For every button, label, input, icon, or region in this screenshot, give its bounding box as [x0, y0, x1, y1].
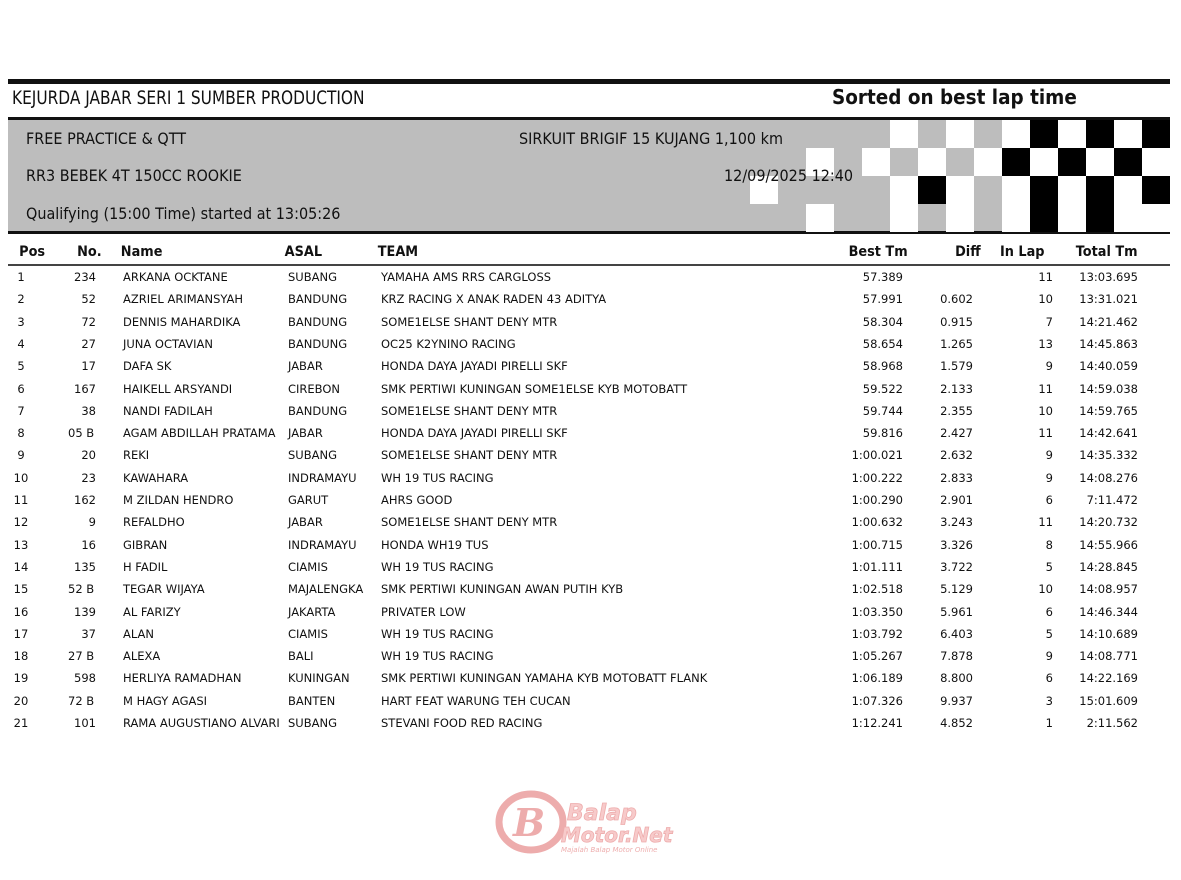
svg-text:B: B — [513, 800, 546, 845]
cell-diff: 4.852 — [940, 716, 973, 730]
cell-no: 37 — [81, 626, 96, 641]
cell-no: 16 — [81, 537, 96, 552]
cell-team: SMK PERTIWI KUNINGAN YAMAHA KYB MOTOBATT FLANK — [381, 671, 708, 686]
cell-asal: JABAR — [288, 426, 323, 441]
cell-pos: 4 — [17, 336, 25, 351]
cell-pos: 2 — [17, 292, 25, 307]
cell-pos: 19 — [13, 671, 29, 686]
cell-name: TEGAR WIJAYA — [123, 582, 205, 597]
cell-best: 1:00.290 — [851, 493, 903, 507]
cell-inlap: 5 — [1045, 559, 1053, 574]
cell-diff: 2.833 — [940, 470, 973, 485]
flag-square — [1086, 148, 1114, 176]
cell-total: 14:35.332 — [1079, 448, 1138, 463]
cell-inlap: 6 — [1045, 493, 1053, 507]
table-row — [0, 694, 1181, 716]
flag-square — [1086, 204, 1114, 232]
cell-no: 9 — [88, 515, 96, 530]
cell-name: HERLIYA RAMADHAN — [123, 671, 242, 686]
flag-square — [862, 148, 890, 176]
cell-name: JUNA OCTAVIAN — [123, 336, 214, 351]
flag-square — [890, 120, 918, 148]
cell-team: HART FEAT WARUNG TEH CUCAN — [381, 693, 571, 708]
cell-total: 2:11.562 — [1086, 716, 1138, 730]
flag-square — [918, 148, 946, 176]
cell-diff: 5.961 — [940, 604, 973, 619]
cell-no: 52 — [81, 292, 96, 307]
cell-diff: 2.355 — [940, 403, 973, 418]
cell-inlap: 10 — [1038, 582, 1053, 597]
table-row — [0, 292, 1181, 314]
cell-inlap: 6 — [1045, 671, 1053, 686]
cell-asal: MAJALENGKA — [288, 582, 364, 597]
cell-team: WH 19 TUS RACING — [381, 649, 494, 664]
cell-name: AL FARIZY — [123, 604, 181, 619]
cell-pos: 7 — [17, 403, 25, 418]
cell-pos: 1 — [17, 270, 25, 284]
cell-inlap: 9 — [1045, 359, 1053, 374]
cell-name: AZRIEL ARIMANSYAH — [123, 292, 244, 307]
flag-square — [1142, 120, 1170, 148]
cell-inlap: 9 — [1045, 649, 1053, 664]
svg-text:Majalah Balap Motor Online: Majalah Balap Motor Online — [561, 846, 658, 854]
cell-pos: 20 — [13, 693, 29, 708]
session-info-band — [8, 117, 1170, 234]
cell-asal: BANDUNG — [288, 292, 348, 307]
cell-inlap: 11 — [1038, 381, 1053, 396]
flag-square — [1030, 204, 1058, 232]
cell-pos: 5 — [17, 359, 25, 374]
qualifying-info: Qualifying (15:00 Time) started at 13:05:26 — [26, 204, 341, 223]
cell-inlap: 7 — [1045, 314, 1053, 329]
balapmotor-logo-icon — [495, 790, 705, 856]
cell-best: 58.654 — [862, 336, 903, 351]
cell-diff: 8.800 — [940, 671, 973, 686]
flag-square — [1114, 176, 1142, 204]
cell-name: REFALDHO — [123, 515, 185, 530]
cell-asal: BANDUNG — [288, 336, 348, 351]
col-header-no: No. — [77, 244, 102, 260]
cell-team: WH 19 TUS RACING — [381, 559, 494, 574]
cell-name: AGAM ABDILLAH PRATAMA — [123, 426, 276, 441]
cell-name: DENNIS MAHARDIKA — [123, 314, 241, 329]
table-row — [0, 671, 1181, 693]
cell-best: 59.816 — [862, 426, 903, 441]
cell-pos: 15 — [13, 582, 29, 597]
cell-pos: 21 — [13, 716, 29, 730]
cell-no: 72 B — [68, 693, 95, 708]
cell-name: NANDI FADILAH — [123, 403, 213, 418]
cell-pos: 17 — [13, 626, 29, 641]
cell-team: AHRS GOOD — [381, 493, 453, 507]
cell-asal: BALI — [288, 649, 314, 664]
cell-diff: 3.722 — [940, 559, 973, 574]
watermark-logo — [495, 790, 705, 856]
cell-total: 7:11.472 — [1086, 493, 1138, 507]
cell-diff: 5.129 — [940, 582, 973, 597]
cell-pos: 13 — [13, 537, 29, 552]
flag-square — [1114, 148, 1142, 176]
col-header-best: Best Tm — [848, 244, 908, 260]
top-rule — [8, 79, 1170, 84]
cell-name: M ZILDAN HENDRO — [123, 493, 234, 507]
table-row — [0, 515, 1181, 537]
cell-asal: CIAMIS — [288, 559, 328, 574]
cell-team: PRIVATER LOW — [381, 604, 466, 619]
cell-team: SOME1ELSE SHANT DENY MTR — [381, 515, 558, 530]
flag-square — [806, 204, 834, 232]
cell-pos: 10 — [13, 470, 29, 485]
cell-inlap: 10 — [1038, 292, 1053, 307]
cell-diff: 6.403 — [940, 626, 973, 641]
cell-total: 14:10.689 — [1079, 626, 1138, 641]
cell-diff: 3.243 — [940, 515, 973, 530]
cell-best: 1:05.267 — [851, 649, 903, 664]
flag-square — [890, 176, 918, 204]
cell-best: 57.991 — [862, 292, 903, 307]
flag-square — [946, 120, 974, 148]
cell-asal: JAKARTA — [288, 604, 336, 619]
cell-inlap: 6 — [1045, 604, 1053, 619]
cell-name: KAWAHARA — [123, 470, 189, 485]
cell-total: 14:21.462 — [1079, 314, 1138, 329]
cell-asal: INDRAMAYU — [288, 470, 357, 485]
flag-square — [1142, 148, 1170, 176]
header-rule — [8, 264, 1170, 266]
cell-no: 162 — [74, 493, 96, 507]
cell-best: 1:03.350 — [851, 604, 903, 619]
cell-diff: 2.133 — [940, 381, 973, 396]
circuit-name: SIRKUIT BRIGIF 15 KUJANG 1,100 km — [519, 129, 784, 148]
table-row — [0, 649, 1181, 671]
cell-team: SMK PERTIWI KUNINGAN AWAN PUTIH KYB — [381, 582, 624, 597]
cell-no: 101 — [74, 716, 96, 730]
flag-square — [1086, 120, 1114, 148]
sort-label: Sorted on best lap time — [832, 85, 1077, 109]
cell-best: 1:00.021 — [851, 448, 903, 463]
cell-team: SOME1ELSE SHANT DENY MTR — [381, 448, 558, 463]
cell-total: 15:01.609 — [1079, 693, 1138, 708]
cell-pos: 12 — [13, 515, 29, 530]
table-row — [0, 315, 1181, 337]
cell-diff: 0.602 — [940, 292, 973, 307]
flag-square — [1058, 148, 1086, 176]
cell-best: 57.389 — [862, 270, 903, 284]
cell-team: YAMAHA AMS RRS CARGLOSS — [381, 270, 552, 284]
cell-diff: 9.937 — [940, 693, 973, 708]
cell-inlap: 13 — [1038, 336, 1053, 351]
cell-pos: 18 — [13, 649, 29, 664]
cell-no: 139 — [74, 604, 96, 619]
cell-asal: SUBANG — [288, 448, 337, 463]
flag-square — [1002, 176, 1030, 204]
cell-team: HONDA WH19 TUS — [381, 537, 489, 552]
table-row — [0, 448, 1181, 470]
cell-diff: 2.632 — [940, 448, 973, 463]
cell-team: KRZ RACING X ANAK RADEN 43 ADITYA — [381, 292, 607, 307]
event-title: KEJURDA JABAR SERI 1 SUMBER PRODUCTION — [12, 87, 365, 109]
table-row — [0, 582, 1181, 604]
cell-total: 14:08.276 — [1079, 470, 1138, 485]
svg-text:Motor.Net: Motor.Net — [561, 823, 673, 847]
cell-asal: BANTEN — [288, 693, 336, 708]
cell-best: 1:00.715 — [851, 537, 903, 552]
cell-inlap: 9 — [1045, 448, 1053, 463]
cell-inlap: 3 — [1045, 693, 1053, 708]
cell-name: ARKANA OCKTANE — [123, 270, 228, 284]
cell-best: 1:00.222 — [851, 470, 903, 485]
flag-square — [1030, 120, 1058, 148]
table-row — [0, 627, 1181, 649]
cell-name: REKI — [123, 448, 150, 463]
cell-asal: JABAR — [288, 515, 323, 530]
flag-square — [1030, 176, 1058, 204]
cell-total: 14:42.641 — [1079, 426, 1138, 441]
col-header-total: Total Tm — [1075, 244, 1138, 260]
table-row — [0, 560, 1181, 582]
flag-square — [1142, 204, 1170, 232]
cell-inlap: 11 — [1038, 515, 1053, 530]
cell-best: 1:03.792 — [851, 626, 903, 641]
cell-best: 1:06.189 — [851, 671, 903, 686]
cell-asal: BANDUNG — [288, 403, 348, 418]
cell-asal: BANDUNG — [288, 314, 348, 329]
cell-inlap: 10 — [1038, 403, 1053, 418]
flag-square — [1114, 120, 1142, 148]
flag-square — [1002, 120, 1030, 148]
cell-asal: JABAR — [288, 359, 323, 374]
table-row — [0, 404, 1181, 426]
cell-no: 52 B — [68, 582, 95, 597]
cell-name: M HAGY AGASI — [123, 693, 208, 708]
cell-no: 38 — [81, 403, 96, 418]
cell-team: WH 19 TUS RACING — [381, 626, 494, 641]
flag-square — [918, 176, 946, 204]
flag-square — [1002, 204, 1030, 232]
cell-total: 14:20.732 — [1079, 515, 1138, 530]
cell-total: 14:40.059 — [1079, 359, 1138, 374]
cell-diff: 0.915 — [940, 314, 973, 329]
cell-name: RAMA AUGUSTIANO ALVARI — [123, 716, 280, 730]
cell-no: 05 B — [68, 426, 95, 441]
cell-best: 1:02.518 — [851, 582, 903, 597]
flag-square — [1058, 176, 1086, 204]
cell-team: HONDA DAYA JAYADI PIRELLI SKF — [381, 359, 568, 374]
session-name: FREE PRACTICE & QTT — [26, 129, 187, 148]
cell-total: 14:59.038 — [1079, 381, 1138, 396]
cell-pos: 3 — [17, 314, 25, 329]
cell-no: 20 — [81, 448, 96, 463]
svg-text:Balap: Balap — [567, 801, 637, 826]
col-header-inlap: In Lap — [999, 244, 1045, 260]
cell-diff: 2.427 — [940, 426, 973, 441]
cell-inlap: 11 — [1038, 270, 1053, 284]
cell-team: SMK PERTIWI KUNINGAN SOME1ELSE KYB MOTOBATT — [381, 381, 688, 396]
race-class: RR3 BEBEK 4T 150CC ROOKIE — [26, 166, 242, 185]
cell-best: 59.522 — [862, 381, 903, 396]
cell-name: DAFA SK — [123, 359, 172, 374]
cell-team: STEVANI FOOD RED RACING — [381, 716, 543, 730]
cell-pos: 14 — [13, 559, 29, 574]
table-row — [0, 538, 1181, 560]
cell-team: SOME1ELSE SHANT DENY MTR — [381, 314, 558, 329]
cell-best: 59.744 — [862, 403, 903, 418]
cell-team: OC25 K2YNINO RACING — [381, 336, 516, 351]
cell-asal: CIREBON — [288, 381, 341, 396]
cell-best: 58.968 — [862, 359, 903, 374]
cell-total: 13:31.021 — [1079, 292, 1138, 307]
cell-total: 14:28.845 — [1079, 559, 1138, 574]
cell-inlap: 11 — [1038, 426, 1053, 441]
cell-name: GIBRAN — [123, 537, 168, 552]
cell-asal: KUNINGAN — [288, 671, 350, 686]
flag-square — [1142, 176, 1170, 204]
cell-name: ALEXA — [123, 649, 161, 664]
cell-no: 27 — [81, 336, 96, 351]
col-header-name: Name — [120, 244, 163, 260]
cell-no: 27 B — [68, 649, 95, 664]
cell-no: 23 — [81, 470, 96, 485]
cell-no: 234 — [74, 270, 96, 284]
table-row — [0, 359, 1181, 381]
cell-no: 17 — [81, 359, 96, 374]
flag-square — [890, 204, 918, 232]
flag-square — [1114, 204, 1142, 232]
cell-total: 14:22.169 — [1079, 671, 1138, 686]
cell-best: 1:00.632 — [851, 515, 903, 530]
cell-total: 14:45.863 — [1079, 336, 1138, 351]
cell-total: 14:55.966 — [1079, 537, 1138, 552]
cell-best: 1:01.111 — [851, 559, 903, 574]
col-header-team: TEAM — [377, 244, 419, 260]
cell-inlap: 5 — [1045, 626, 1053, 641]
cell-pos: 16 — [13, 604, 29, 619]
cell-team: SOME1ELSE SHANT DENY MTR — [381, 403, 558, 418]
table-row — [0, 337, 1181, 359]
cell-diff: 2.901 — [940, 493, 973, 507]
cell-total: 14:46.344 — [1079, 604, 1138, 619]
report-datetime: 12/09/2025 12:40 — [724, 166, 854, 185]
cell-asal: SUBANG — [288, 716, 337, 730]
table-row — [0, 716, 1181, 738]
col-header-asal: ASAL — [284, 244, 323, 260]
flag-square — [974, 148, 1002, 176]
flag-square — [1058, 204, 1086, 232]
table-row — [0, 605, 1181, 627]
cell-best: 1:12.241 — [851, 716, 903, 730]
cell-inlap: 8 — [1045, 537, 1053, 552]
cell-diff: 1.265 — [940, 336, 973, 351]
cell-inlap: 1 — [1045, 716, 1053, 730]
cell-pos: 6 — [17, 381, 25, 396]
cell-best: 58.304 — [862, 314, 903, 329]
cell-total: 14:08.771 — [1079, 649, 1138, 664]
table-row — [0, 426, 1181, 448]
col-header-pos: Pos — [19, 244, 46, 260]
cell-best: 1:07.326 — [851, 693, 903, 708]
cell-asal: CIAMIS — [288, 626, 328, 641]
cell-diff: 7.878 — [940, 649, 973, 664]
cell-pos: 11 — [13, 493, 29, 507]
table-row — [0, 493, 1181, 515]
cell-diff: 3.326 — [940, 537, 973, 552]
flag-square — [946, 176, 974, 204]
table-row — [0, 270, 1181, 292]
cell-no: 167 — [74, 381, 96, 396]
cell-diff: 1.579 — [940, 359, 973, 374]
cell-name: H FADIL — [123, 559, 168, 574]
cell-no: 72 — [81, 314, 96, 329]
flag-square — [1030, 148, 1058, 176]
cell-asal: GARUT — [288, 493, 329, 507]
table-row — [0, 471, 1181, 493]
cell-pos: 8 — [17, 426, 25, 441]
cell-team: HONDA DAYA JAYADI PIRELLI SKF — [381, 426, 568, 441]
cell-total: 14:08.957 — [1079, 582, 1138, 597]
cell-asal: SUBANG — [288, 270, 337, 284]
cell-name: HAIKELL ARSYANDI — [123, 381, 233, 396]
col-header-diff: Diff — [955, 244, 981, 260]
flag-square — [1058, 120, 1086, 148]
flag-square — [1002, 148, 1030, 176]
flag-square — [1086, 176, 1114, 204]
cell-pos: 9 — [17, 448, 25, 463]
table-row — [0, 382, 1181, 404]
cell-name: ALAN — [123, 626, 155, 641]
cell-no: 598 — [74, 671, 96, 686]
cell-total: 13:03.695 — [1079, 270, 1138, 284]
cell-team: WH 19 TUS RACING — [381, 470, 494, 485]
flag-square — [946, 204, 974, 232]
cell-no: 135 — [74, 559, 96, 574]
cell-total: 14:59.765 — [1079, 403, 1138, 418]
cell-inlap: 9 — [1045, 470, 1053, 485]
cell-asal: INDRAMAYU — [288, 537, 357, 552]
